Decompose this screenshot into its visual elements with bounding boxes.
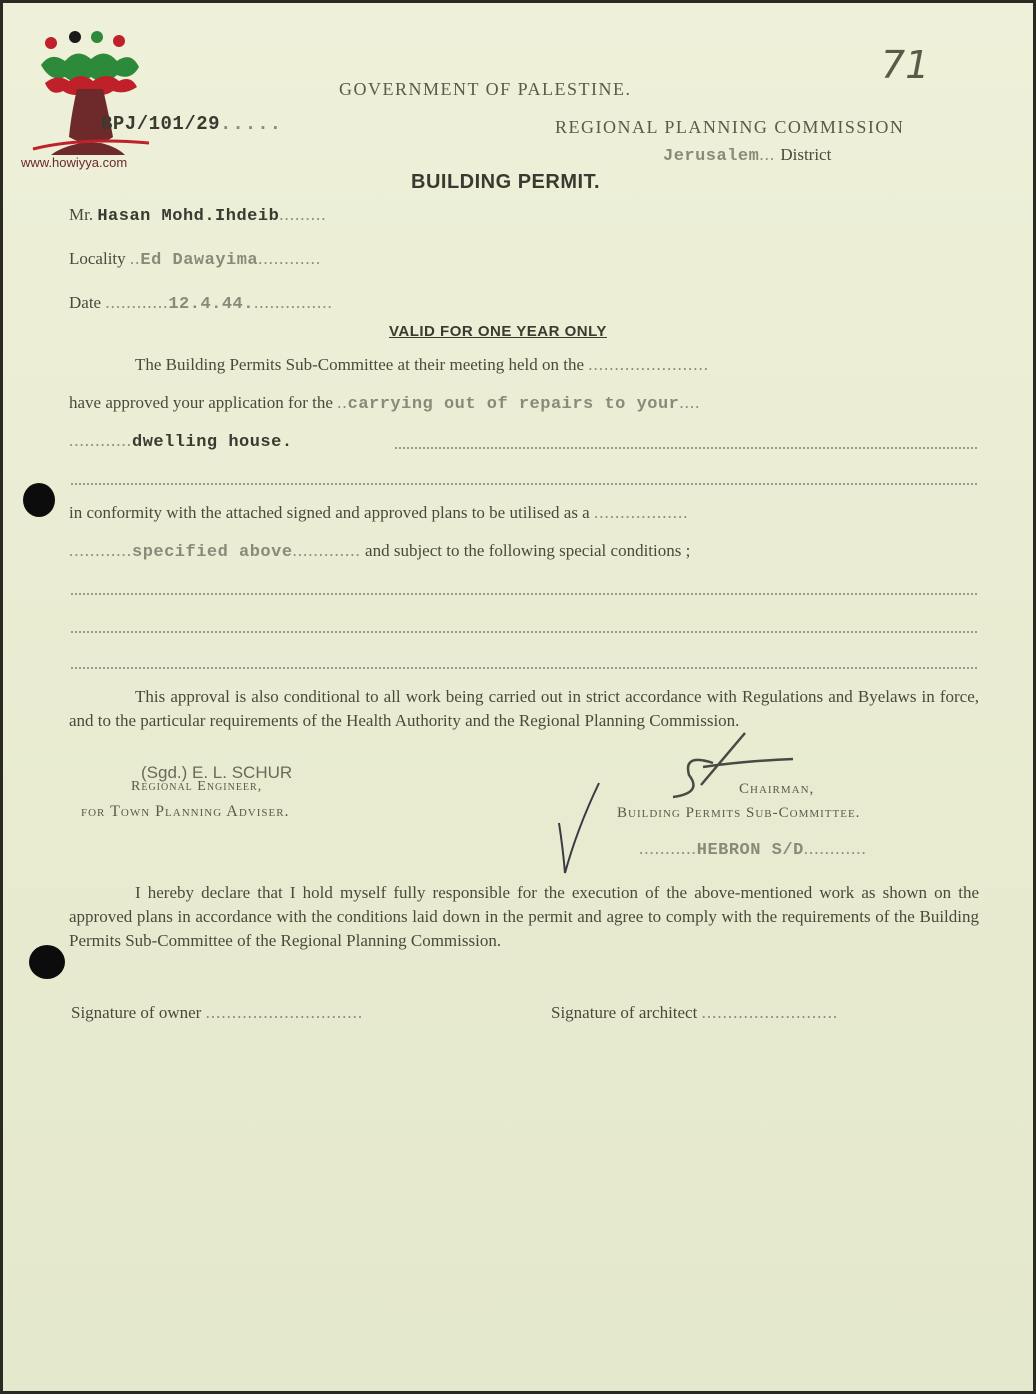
approval-checkmark <box>551 779 611 879</box>
district-dots: ... <box>759 145 781 164</box>
stamp-dots-pre: ........... <box>639 839 697 858</box>
reference-value: BPJ/101/29 <box>101 113 221 135</box>
owner-signature-field <box>71 1003 363 1023</box>
meeting-dots: ....................... <box>588 355 710 374</box>
howiyya-logo <box>21 25 161 175</box>
locality-dots-pre: .. <box>129 249 141 268</box>
architect-signature-field <box>551 1003 838 1023</box>
chairman-title: Chairman, <box>739 781 815 797</box>
application-text: have approved your application for the <box>69 393 333 412</box>
locality-dots: ............ <box>258 249 322 268</box>
conditions-line-1 <box>71 593 977 595</box>
date-dots-pre: ............ <box>105 293 169 312</box>
purpose-dots-pre: ............ <box>69 431 132 450</box>
application-line <box>69 393 700 414</box>
district-label: District <box>780 145 832 164</box>
approval-text: This approval is also conditional to all work being carried out in strict accordance with Regulations and Byelaws in force, and to the particular requirements of the Health Authority and the Regional Planning Commission. <box>69 687 979 730</box>
stamp-dots: ............ <box>803 839 867 858</box>
architect-signature-dots: .......................... <box>701 1003 839 1022</box>
application-dots: .... <box>679 393 701 412</box>
owner-signature-label: Signature of owner <box>71 1003 202 1022</box>
locality-label: Locality <box>69 249 126 268</box>
document-title: BUILDING PERMIT. <box>411 171 601 193</box>
conformity-line <box>69 503 688 523</box>
district-line <box>663 145 831 166</box>
architect-signature-label: Signature of architect <box>551 1003 698 1022</box>
applicant-value: Hasan Mohd.Ihdeib <box>97 207 280 226</box>
engineer-for: for Town Planning Adviser. <box>81 803 290 820</box>
locality-field <box>69 249 321 270</box>
applicant-field <box>69 205 327 226</box>
blank-line-2 <box>71 483 977 485</box>
date-dots: ............... <box>253 293 333 312</box>
usage-line <box>69 541 690 562</box>
chairman-committee: Building Permits Sub-Committee. <box>617 805 861 821</box>
purpose-continuation-value: dwelling house. <box>132 433 293 452</box>
conformity-dots: .................. <box>593 503 689 522</box>
conditions-line-3 <box>71 667 977 669</box>
commission-heading: REGIONAL PLANNING COMMISSION <box>555 117 905 137</box>
logo-website: www.howiyya.com <box>21 155 128 170</box>
owner-signature-dots: .............................. <box>205 1003 364 1022</box>
conformity-text: in conformity with the attached signed and approved plans to be utilised as a <box>69 503 590 522</box>
chairman-stamp-line <box>639 839 867 860</box>
date-label: Date <box>69 293 102 312</box>
district-value: Jerusalem <box>663 147 760 166</box>
punch-hole-bottom <box>29 945 65 979</box>
purpose-continuation <box>69 431 293 452</box>
chairman-stamp: HEBRON S/D <box>696 841 804 860</box>
meeting-text: The Building Permits Sub-Committee at their meeting held on the <box>135 355 585 374</box>
date-value: 12.4.44. <box>168 295 254 314</box>
applicant-dots: ......... <box>279 205 327 224</box>
engineer-signed: (Sgd.) E. L. SCHUR <box>141 763 293 782</box>
declaration-paragraph <box>69 881 979 953</box>
usage-value: specified above <box>132 543 293 562</box>
reference-dots: ..... <box>220 113 283 135</box>
application-purpose: carrying out of repairs to your <box>347 395 680 414</box>
approval-paragraph <box>69 685 979 733</box>
reference-number <box>101 113 282 135</box>
conditions-line-2 <box>71 631 977 633</box>
date-field <box>69 293 333 314</box>
blank-line-1 <box>395 447 977 449</box>
applicant-label: Mr. <box>69 205 94 224</box>
punch-hole-top <box>23 483 55 517</box>
meeting-line <box>135 355 709 375</box>
engineer-title: Regional Engineer, <box>131 779 263 794</box>
government-heading: GOVERNMENT OF PALESTINE. <box>339 79 632 99</box>
usage-dots-pre: ............ <box>69 541 132 560</box>
usage-dots: ............. <box>292 541 361 560</box>
locality-value: Ed Dawayima <box>140 251 259 270</box>
declaration-text: I hereby declare that I hold myself fully responsible for the execution of the above-mentioned work as shown on the approved plans in accordance with the conditions laid down in the permit and agree to comply with the requirements of the Building Permits Sub-Committee of the Regional Planning Commission. <box>69 883 979 950</box>
conditions-text: and subject to the following special conditions ; <box>365 541 691 560</box>
application-dots-pre: .. <box>337 393 348 412</box>
validity-notice: VALID FOR ONE YEAR ONLY <box>389 323 607 340</box>
page-number: 71 <box>881 43 930 87</box>
